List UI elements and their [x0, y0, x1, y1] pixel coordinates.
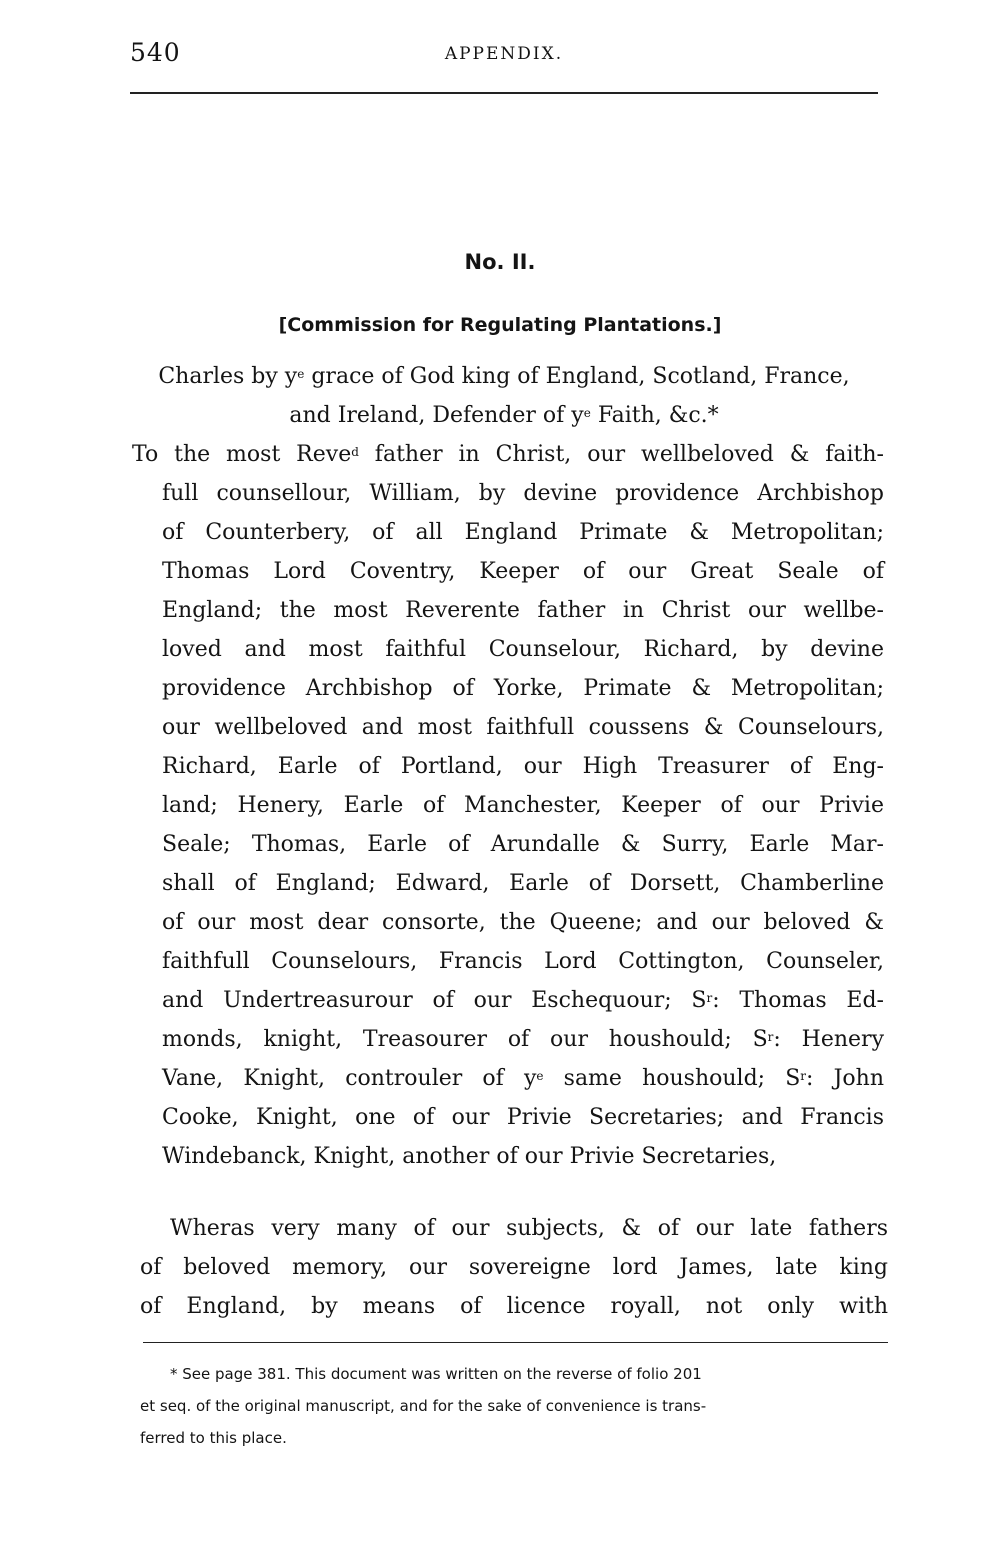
body-line: loved and most faithful Counselour, Richard, by devine — [162, 637, 884, 662]
body-line: Richard, Earle of Portland, our High Treasurer of Eng- — [162, 754, 884, 779]
body-line: monds, knight, Treasourer of our houshould; $S^r$: Henery — [162, 1027, 884, 1052]
body-line: our wellbeloved and most faithfull coussens & Counselours, — [162, 715, 884, 740]
body-line: of Counterbery, of all England Primate & Metropolitan; — [162, 520, 884, 545]
body-line: land; Henery, Earle of Manchester, Keeper of our Privie — [162, 793, 884, 818]
body-line: England; the most Reverente father in Christ our wellbe- — [162, 598, 884, 623]
body-line: Cooke, Knight, one of our Privie Secretaries; and Francis — [162, 1105, 884, 1130]
body-line: faithfull Counselours, Francis Lord Cottington, Counseler, — [162, 949, 884, 974]
page-header — [130, 38, 878, 78]
body-line: full counsellour, William, by devine providence Archbishop — [162, 481, 884, 506]
body-line: Vane, Knight, controuler of $y^e$ same houshould; $S^r$: John — [162, 1066, 885, 1091]
body-line: of our most dear consorte, the Queene; and our beloved & — [162, 910, 884, 935]
body-line: Windebanck, Knight, another of our Privie Secretaries, — [162, 1144, 777, 1169]
body-line: and Ireland, Defender of $y^e$ Faith, &c.* — [289, 403, 719, 428]
footnote-line: et seq. of the original manuscript, and for the sake of convenience is trans- — [140, 1397, 707, 1415]
body-line: Thomas Lord Coventry, Keeper of our Great Seale of — [162, 559, 884, 584]
body-line: Seale; Thomas, Earle of Arundalle & Surry, Earle Mar- — [162, 832, 884, 857]
footnote-line: ferred to this place. — [140, 1429, 287, 1447]
body-line: providence Archbishop of Yorke, Primate & Metropolitan; — [162, 676, 884, 701]
paragraph-line: of England, by means of licence royall, not only with — [140, 1294, 888, 1319]
document-number: No. II. — [464, 250, 536, 274]
footnote-rule — [143, 1342, 888, 1343]
document-title: [Commission for Regulating Plantations.] — [278, 314, 722, 336]
running-head: APPENDIX. — [444, 44, 564, 64]
paragraph-line: Wheras very many of our subjects, & of our late fathers — [170, 1216, 888, 1241]
body-line: To the most Reve$^d$ father in Christ, our wellbeloved & faith- — [132, 442, 884, 467]
page-number: 540 — [130, 38, 181, 67]
body-line: Charles by $y^e$ grace of God king of England, Scotland, France, — [158, 364, 850, 389]
paragraph-line: of beloved memory, our sovereigne lord James, late king — [140, 1255, 888, 1280]
body-line: shall of England; Edward, Earle of Dorsett, Chamberline — [162, 871, 884, 896]
header-rule — [130, 92, 878, 94]
footnote-line: * See page 381. This document was written on the reverse of folio 201 — [170, 1365, 702, 1383]
body-line: and Undertreasurour of our Eschequour; $S^r$: Thomas Ed- — [162, 988, 884, 1013]
